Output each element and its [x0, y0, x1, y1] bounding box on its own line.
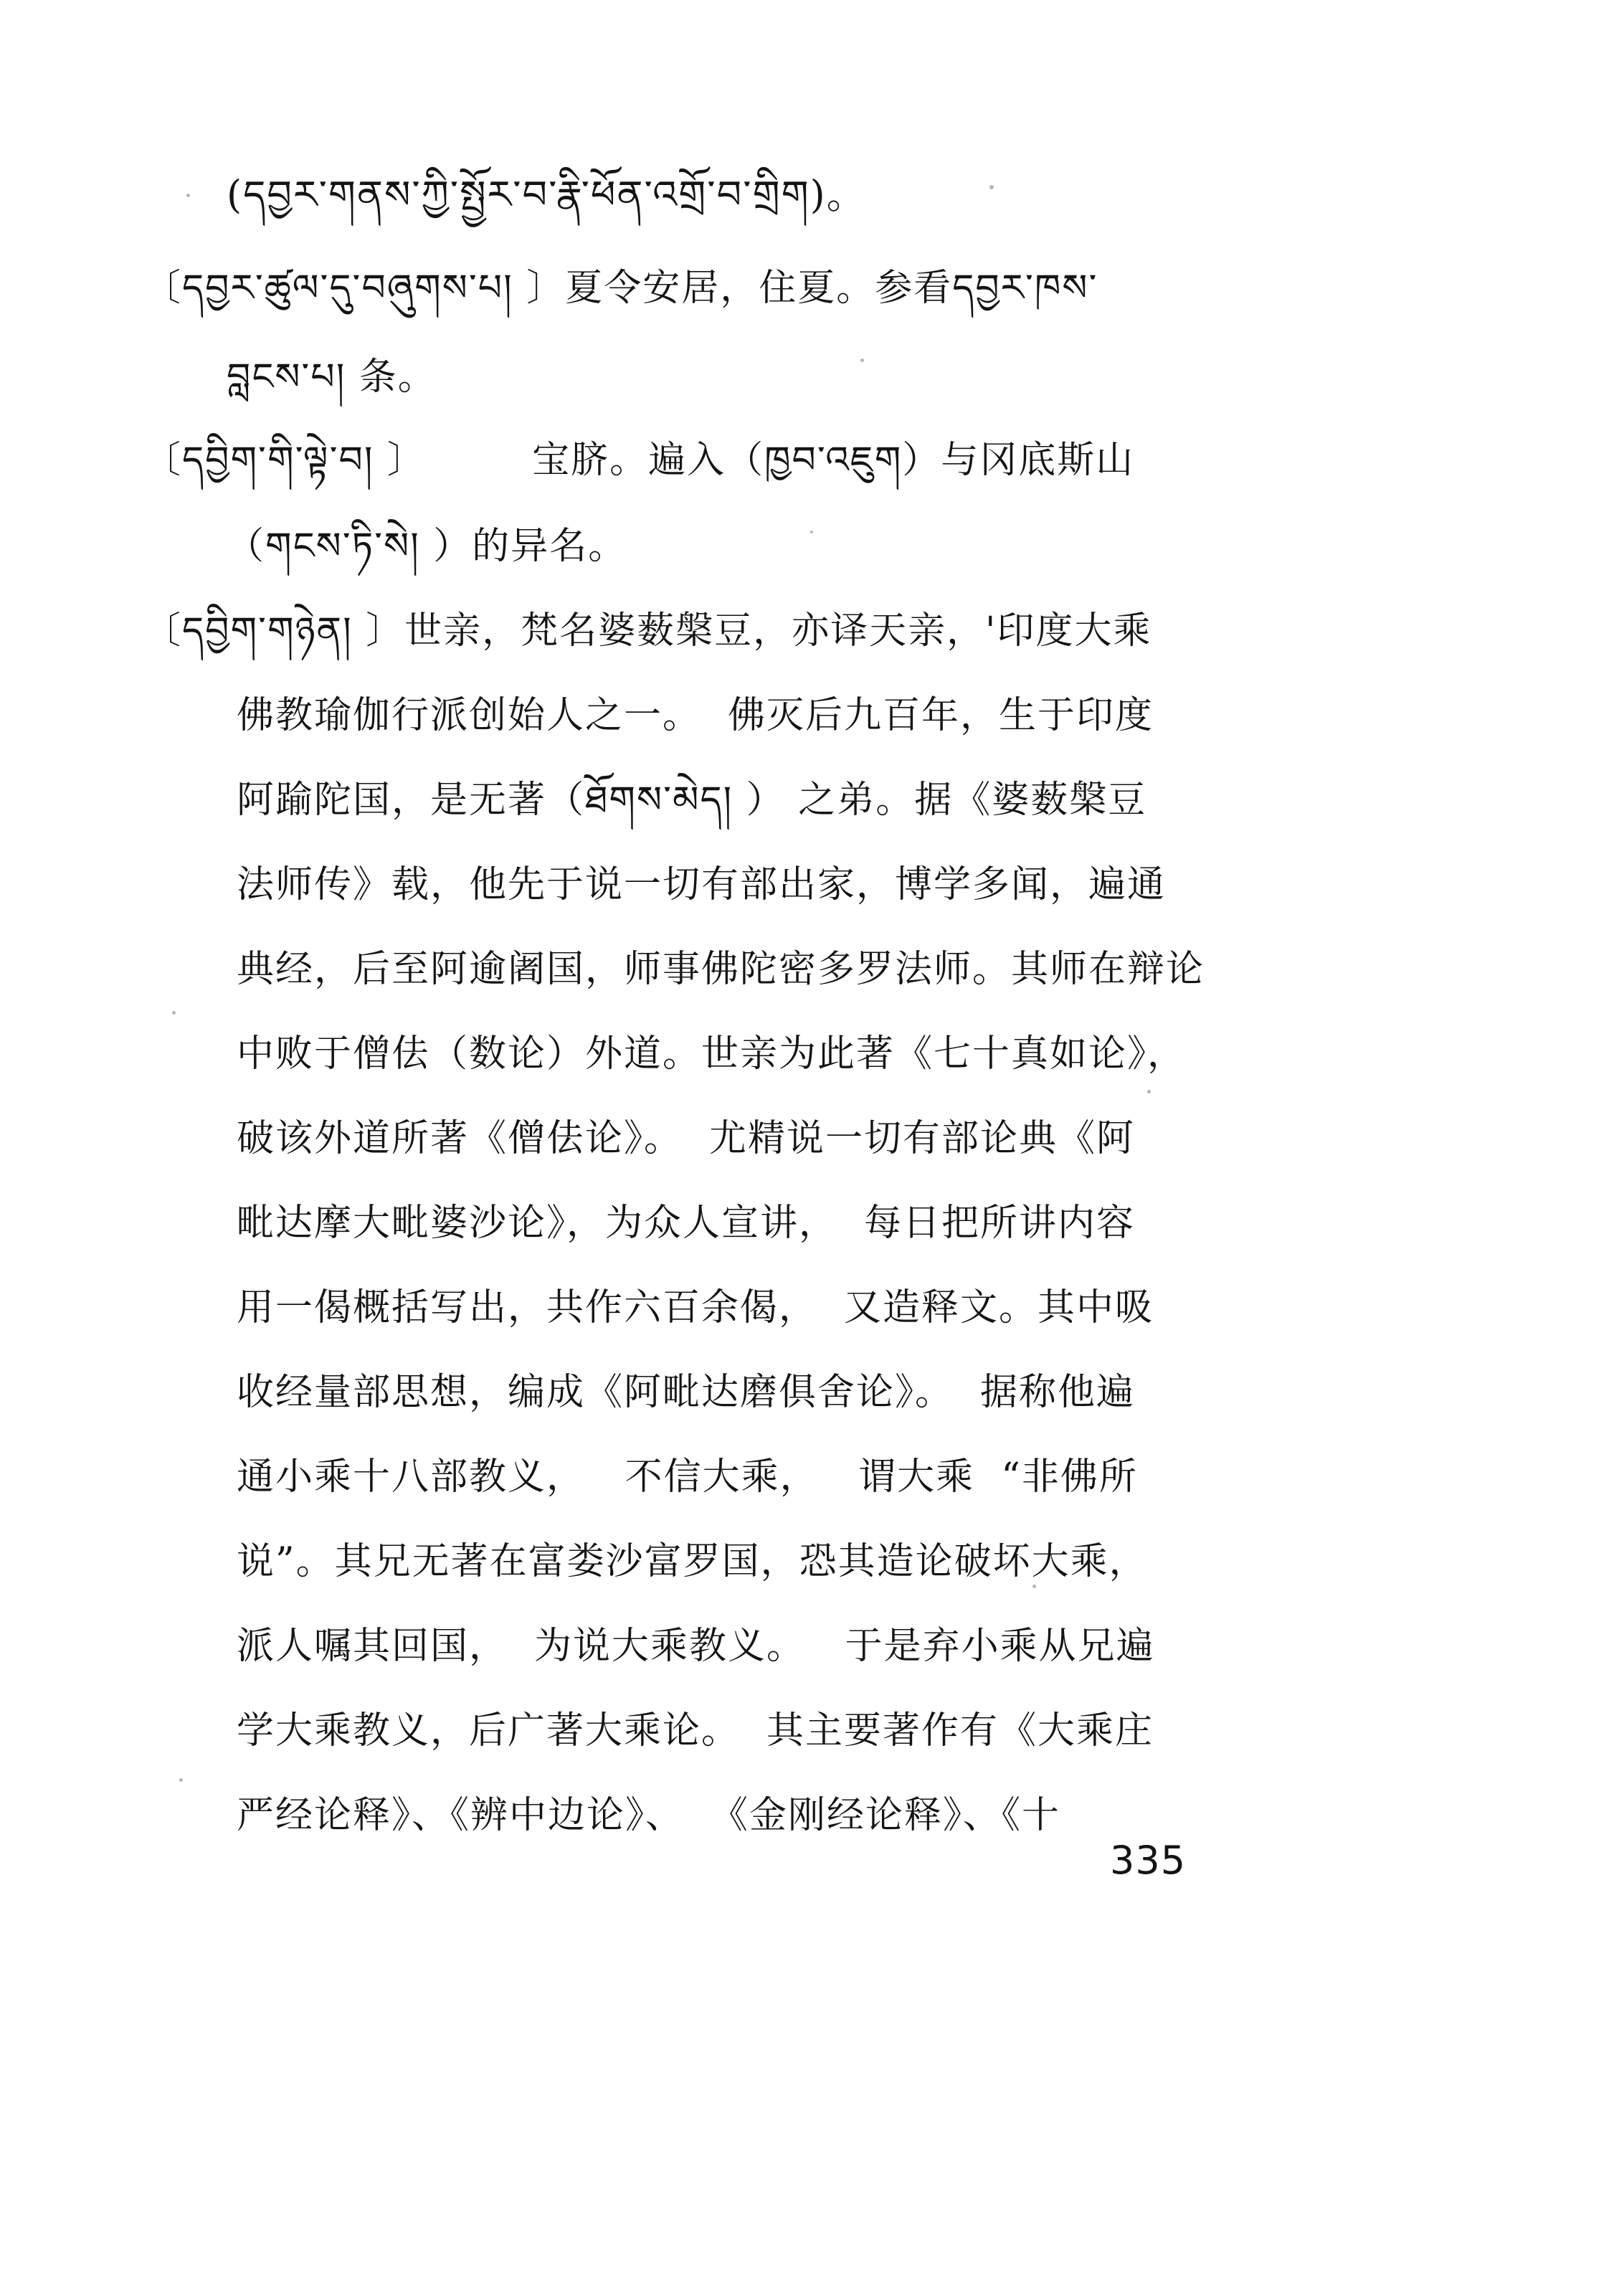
entry-vasubandhu-line-5: 典经，后至阿逾阇国，师事佛陀密多罗法师。其师在辩论	[237, 948, 1205, 991]
entry-vasubandhu-line-10: 收经量部思想，编成《阿毗达磨俱舍论》。 据称他遍	[237, 1371, 1136, 1414]
print-speck	[1147, 1090, 1151, 1093]
print-speck	[989, 185, 994, 189]
entry-vasubandhu-line-11: 通小乘十八部教义， 不信大乘， 谓大乘 “非佛所	[237, 1456, 1138, 1499]
entry-vasubandhu-line-12: 说”。其兄无著在富娄沙富罗国，恐其造论破坏大乘，	[237, 1540, 1148, 1583]
entry-vasubandhu-line-13: 派人嘱其回国， 为说大乘教义。 于是弃小乘从兄遍	[237, 1625, 1155, 1668]
entry-vasubandhu-line-1: 〔དབྱིག་གཉེན། 〕世亲，梵名婆薮槃豆，亦译天亲，'印度大乘	[143, 609, 1152, 652]
print-speck	[860, 359, 864, 362]
entry-vasubandhu-line-15: 严经论释》、《辨中边论》、 《金刚经论释》、《十	[237, 1794, 1061, 1837]
entry-vasubandhu-line-3: 阿踰陀国，是无著（ཐོགས་མེད། ） 之弟。据《婆薮槃豆	[237, 779, 1147, 822]
entry-vasubandhu-line-14: 学大乘教义，后广著大乘论。 其主要著作有《大乘庄	[237, 1709, 1154, 1752]
entry-summer-retreat-line-1: 〔དབྱར་ཚུལ་དུ་བཞུགས་པ། 〕夏令安居，住夏。参看དབྱར་ཁས་	[143, 267, 1098, 310]
print-speck	[186, 194, 190, 197]
print-speck	[810, 531, 813, 533]
entry-vasubandhu-line-8: 毗达摩大毗婆沙论》，为众人宣讲， 每日把所讲内容	[237, 1202, 1136, 1245]
entry-vasubandhu-line-6: 中败于僧佉（数论）外道。世亲为此著《七十真如论》，	[237, 1032, 1187, 1076]
print-speck	[1032, 1585, 1036, 1588]
print-speck	[179, 1778, 183, 1782]
entry-treasure-navel-line-2: （གངས་ཏི་སེ། ）的异名。	[227, 525, 627, 568]
entry-summer-retreat-line-2: བླངས་པ། 条。	[227, 356, 437, 399]
entry-treasure-navel-line-1: 〔དབྱིག་གི་ལྟེ་བ། 〕 宝脐。遍入（ཁྱབ་འཇུག）与冈底斯山	[143, 439, 1135, 482]
entry-continuation-line-1: (དབྱར་གནས་ཀྱི་སྤྱོར་བ་རྣི་ཕོན་འགྲོ་བ་གྲིག)。	[227, 172, 867, 217]
page-number: 335	[1110, 1838, 1187, 1883]
entry-vasubandhu-line-2: 佛教瑜伽行派创始人之一。 佛灭后九百年，生于印度	[237, 694, 1154, 737]
entry-vasubandhu-line-7: 破该外道所著《僧佉论》。 尤精说一切有部论典《阿	[237, 1117, 1136, 1160]
print-speck	[172, 1011, 176, 1015]
entry-vasubandhu-line-9: 用一偈概括写出，共作六百余偈， 又造释文。其中吸	[237, 1286, 1154, 1329]
entry-vasubandhu-line-4: 法师传》载，他先于说一切有部出家，博学多闻，遍通	[237, 863, 1167, 906]
